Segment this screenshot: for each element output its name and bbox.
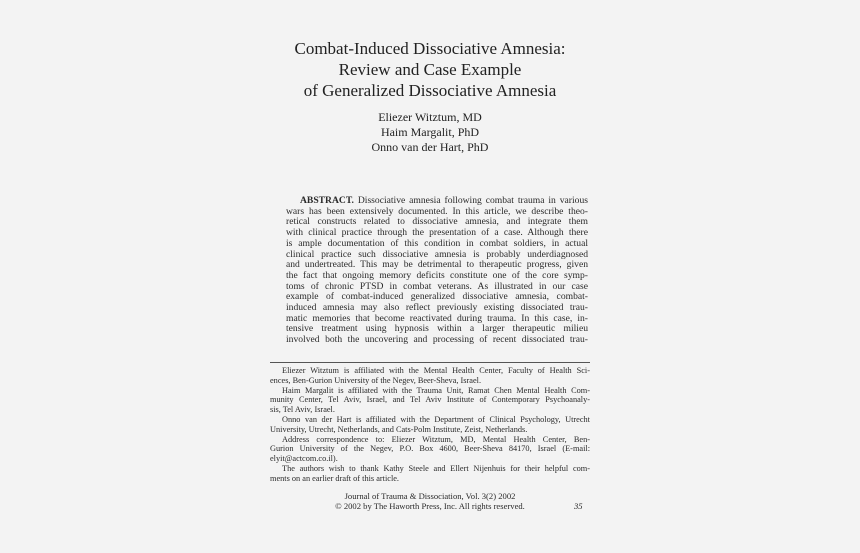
title-line: Review and Case Example [338, 60, 522, 79]
article-title [230, 38, 630, 101]
abstract-line: wars has been extensively documented. In this article, we describe theo- [286, 205, 588, 217]
journal-citation [270, 491, 590, 511]
footnote-line: University, Utrecht, Netherlands, and Cats-Polm Institute, Zeist, Netherlands. [270, 424, 528, 434]
footnote-line: Onno van der Hart is affiliated with the Department of Clinical Psychology, Utrecht [282, 414, 590, 424]
footnote-affiliation-vanderhart [270, 415, 590, 435]
title-line: Combat-Induced Dissociative Amnesia: [294, 39, 566, 58]
footnote-line: Gurion University of the Negev, P.O. Box 4600, Beer-Sheva 84170, Israel (E-mail: [270, 444, 590, 454]
journal-line: Journal of Trauma & Dissociation, Vol. 3(2) 2002 [344, 491, 516, 501]
page-number: 35 [574, 501, 583, 511]
abstract-line: retical constructs related to dissociative amnesia, and integrate them [286, 216, 588, 228]
footnote-line: Address correspondence to: Eliezer Witztum, MD, Mental Health Center, Ben- [282, 434, 590, 444]
abstract [286, 196, 588, 346]
footnote-line: ences, Ben-Gurion University of the Negev, Beer-Sheva, Israel. [270, 375, 482, 385]
footnote-line: Eliezer Witztum is affiliated with the Mental Health Center, Faculty of Health Sci- [282, 366, 590, 375]
abstract-line: toms of chronic PTSD in combat veterans. As illustrated in our case [286, 280, 588, 292]
copyright-line: © 2002 by The Haworth Press, Inc. All rights reserved. [335, 501, 525, 511]
footnote-line: sis, Tel Aviv, Israel. [270, 405, 335, 415]
footnote-line: munity Center, Tel Aviv, Israel, and Tel Aviv Institute of Contemporary Psychoanaly- [270, 395, 590, 405]
abstract-label: ABSTRACT. [300, 195, 354, 206]
abstract-line: matic memories that become reactivated during trauma. In this case, in- [286, 312, 588, 324]
title-line: of Generalized Dissociative Amnesia [303, 81, 557, 100]
footnote-affiliation-margalit [270, 386, 590, 415]
abstract-line: is ample documentation of this condition in combat soldiers, in actual [286, 237, 588, 249]
footnote-affiliation-witztum [270, 366, 590, 386]
abstract-line: tensive treatment using hypnosis within a larger therapeutic milieu [286, 323, 588, 335]
abstract-line: clinical practice such dissociative amnesia is probably underdiagnosed [286, 248, 588, 260]
abstract-line: induced amnesia may also reflect previously existing dissociated trau- [286, 302, 588, 314]
footnote-line: The authors wish to thank Kathy Steele and Ellert Nijenhuis for their helpful com- [282, 463, 590, 473]
footnote-line: Haim Margalit is affiliated with the Trauma Unit, Ramat Chen Mental Health Com- [282, 385, 590, 395]
author-name: Eliezer Witztum, MD [378, 110, 482, 124]
abstract-text: Dissociative amnesia following combat trauma in various [357, 195, 588, 206]
footnote-divider [270, 362, 590, 363]
footnote-line: ments on an earlier draft of this article. [270, 473, 400, 483]
abstract-line: and undertreated. This may be detrimental to therapeutic progress, given [286, 259, 588, 271]
footnote-correspondence [270, 435, 590, 464]
footnote-acknowledgments [270, 464, 590, 484]
author-name: Haim Margalit, PhD [380, 125, 480, 139]
author-list [230, 110, 630, 155]
footnote-line: elyit@actcom.co.il). [270, 454, 338, 464]
abstract-line: involved both the uncovering and processing of recent dissociated trau- [286, 334, 588, 346]
abstract-line: the fact that ongoing memory deficits constitute one of the core symp- [286, 269, 588, 281]
abstract-line: example of combat-induced generalized dissociative amnesia, combat- [286, 291, 588, 303]
abstract-line: with clinical practice through the presentation of a case. Although there [286, 227, 588, 239]
author-name: Onno van der Hart, PhD [371, 140, 489, 154]
footnotes [270, 366, 590, 484]
